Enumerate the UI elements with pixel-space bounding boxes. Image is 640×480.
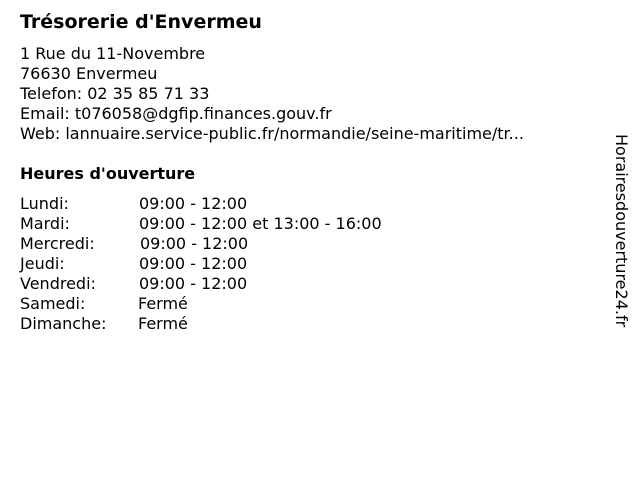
watermark-text: Horairesdouverture24.fr	[612, 134, 631, 328]
phone-line: Telefon: 02 35 85 71 33	[20, 84, 210, 103]
day-label: Dimanche:	[20, 314, 107, 333]
day-label: Samedi:	[20, 294, 86, 313]
page-title: Trésorerie d'Envermeu	[20, 11, 262, 33]
address-city: 76630 Envermeu	[20, 64, 158, 83]
hours-heading: Heures d'ouverture	[20, 164, 196, 183]
time-value: 09:00 - 12:00 et 13:00 - 16:00	[139, 214, 382, 233]
day-label: Mercredi:	[20, 234, 95, 253]
contact-block	[20, 44, 524, 144]
day-label: Vendredi:	[20, 274, 96, 293]
time-value: Fermé	[138, 294, 188, 313]
address-street: 1 Rue du 11-Novembre	[20, 44, 206, 63]
watermark	[611, 134, 631, 372]
time-value: 09:00 - 12:00	[139, 254, 248, 273]
day-label: Mardi:	[20, 214, 70, 233]
email-line: Email: t076058@dgfip.finances.gouv.fr	[20, 104, 332, 123]
day-label: Jeudi:	[20, 254, 65, 273]
time-value: 09:00 - 12:00	[139, 194, 248, 213]
time-value: 09:00 - 12:00	[140, 234, 249, 253]
day-label: Lundi:	[20, 194, 69, 213]
web-line: Web: lannuaire.service-public.fr/normandie/seine-maritime/tr...	[20, 124, 524, 143]
time-value: Fermé	[138, 314, 188, 333]
time-value: 09:00 - 12:00	[139, 274, 248, 293]
